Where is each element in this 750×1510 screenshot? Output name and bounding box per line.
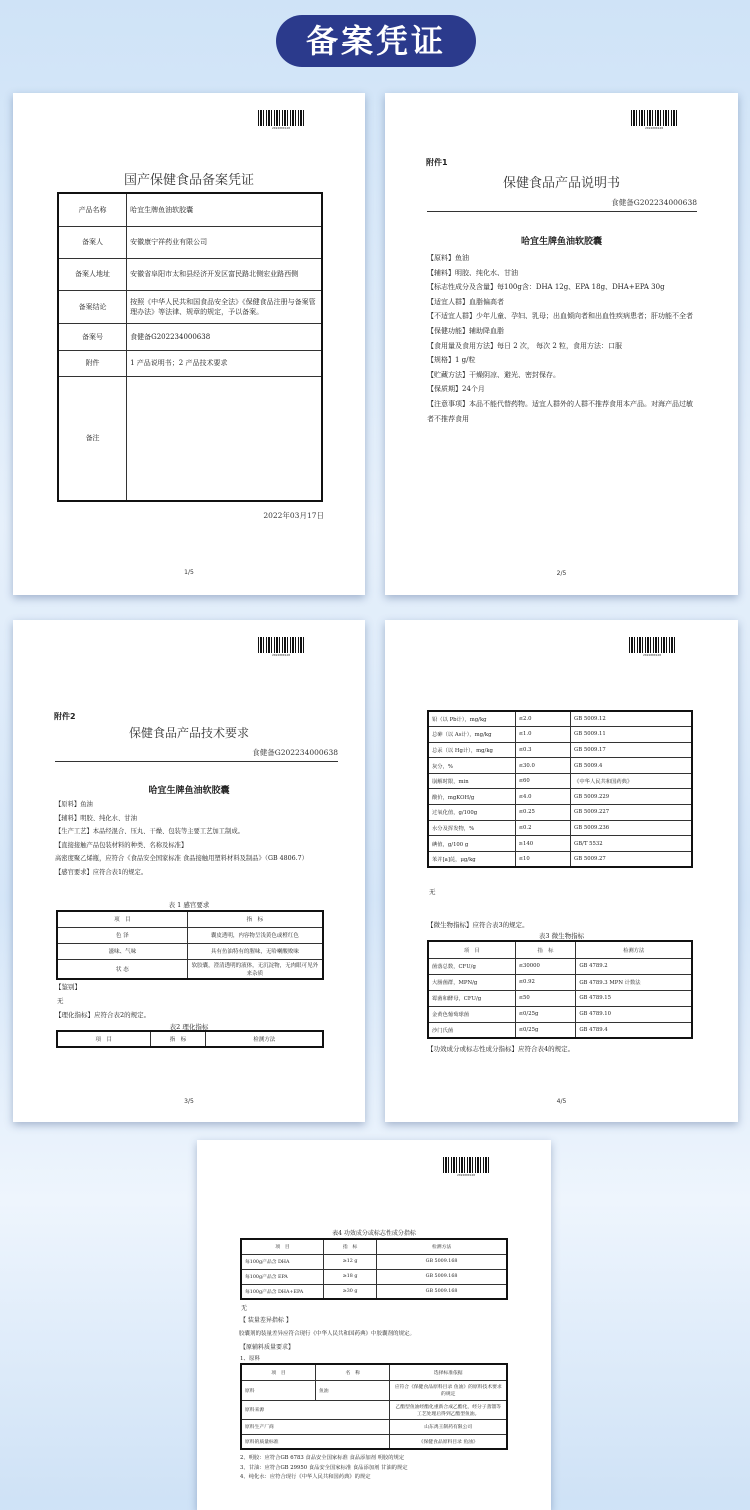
table-row <box>58 226 322 258</box>
page-number: 4/5 <box>556 1098 567 1105</box>
list-item: 4、纯化水：应符合现行《中华人民共和国药典》的规定 <box>240 1474 371 1480</box>
tech-req-items <box>55 798 337 879</box>
document-page-4 <box>385 620 738 1122</box>
none-text: 无 <box>429 888 436 896</box>
table-cell: GB 4789.15 <box>576 990 692 1006</box>
table-cell: GB 5009.17 <box>571 742 692 758</box>
attachment-label: 附件1 <box>426 158 448 167</box>
barcode: 2022000128 <box>629 637 675 659</box>
table-cell: 安徽康宁祥药业有限公司 <box>127 226 322 258</box>
table-row <box>428 711 692 727</box>
table-cell: 每100g产品含 EPA <box>241 1269 323 1284</box>
attachment-label: 附件2 <box>54 712 76 721</box>
table-cell: 软胶囊，澄清透明的液体，无沉淀物，无肉眼可见外来杂质 <box>187 959 323 979</box>
table-cell: 原料 <box>241 1380 315 1400</box>
list-item: 【原料】鱼油 <box>427 254 469 262</box>
barcode: 2022000128 <box>258 637 304 659</box>
manual-title: 保健食品产品说明书 <box>502 176 620 191</box>
certificate-table <box>57 192 323 502</box>
table-cell: 项 目 <box>241 1239 323 1254</box>
table-row <box>428 836 692 852</box>
table-cell: 囊皮透明，内容物呈浅黄色或橙红色 <box>187 927 323 943</box>
table-row <box>428 805 692 821</box>
document-page-3 <box>13 620 365 1122</box>
table-cell: 《中华人民共和国药典》 <box>571 773 692 789</box>
table-cell: 金黄色葡萄球菌 <box>428 1006 515 1022</box>
table-cell: GB 5009.168 <box>377 1269 507 1284</box>
table-cell: 霉菌和酵母，CFU/g <box>428 990 515 1006</box>
page-number: 1/5 <box>184 569 194 576</box>
table-row <box>428 1006 692 1022</box>
table-cell: GB 5009.12 <box>571 711 692 727</box>
registration-number: 食健备G202234000638 <box>611 198 697 207</box>
table-cell: 指 标 <box>323 1239 376 1254</box>
table-caption: 表4 功效成分或标志性成分指标 <box>332 1230 416 1237</box>
table-cell: 每100g产品含 DHA <box>241 1254 323 1269</box>
table-cell: 项 目 <box>241 1364 315 1380</box>
table-cell: 具有鱼油特有的腥味，无哈喇酸败味 <box>187 943 323 959</box>
table-cell: ≥30 g <box>323 1284 376 1299</box>
table-row <box>58 193 322 226</box>
table-row <box>428 941 692 958</box>
table-cell: GB 4789.3 MPN 计数法 <box>576 974 692 990</box>
table-cell: 1 产品说明书；2 产品技术要求 <box>127 350 322 376</box>
table-row <box>57 943 323 959</box>
list-item: 【原料】鱼油 <box>55 801 93 808</box>
manual-items <box>427 251 699 426</box>
list-item: 【不适宜人群】少年儿童、孕妇、乳母；出血倾向者和出血性疾病患者；肝功能不全者 <box>427 312 693 321</box>
body-text: 胶囊剂的装量差异应符合现行《中华人民共和国药典》中胶囊剂的规定。 <box>239 1331 416 1337</box>
table-cell: 碘值，g/100 g <box>428 836 515 852</box>
table-cell: ≤0.2 <box>515 820 570 836</box>
table-row <box>58 376 322 501</box>
section-heading: 【鉴别】 <box>55 983 81 991</box>
table-cell: 检测方法 <box>576 941 692 958</box>
barcode: 2022000128 <box>631 110 677 132</box>
list-item: 【标志性成分及含量】每100g含：DHA 12g、EPA 18g、DHA+EPA 30g <box>427 283 665 292</box>
functional-table <box>240 1238 508 1300</box>
table-cell: ≥140 <box>515 836 570 852</box>
table-caption: 表2 理化指标 <box>169 1023 209 1031</box>
table-cell: 备案人 <box>58 226 127 258</box>
table-cell: 山东禹王制药有限公司 <box>390 1419 507 1434</box>
table-cell: 苯并[a]芘，μg/kg <box>428 851 515 867</box>
table-cell: ≤30000 <box>515 958 576 974</box>
list-item: 【辅料】明胶、纯化水、甘油 <box>55 814 137 822</box>
section-heading: 【原辅料质量要求】 <box>240 1344 295 1351</box>
table-cell: ≤0.92 <box>515 974 576 990</box>
table-cell: 总汞（以 Hg计），mg/kg <box>428 742 515 758</box>
table-cell: 菌落总数，CFU/g <box>428 958 515 974</box>
table-row <box>241 1380 507 1400</box>
table-cell: ≤50 <box>515 990 576 1006</box>
divider <box>427 211 697 212</box>
page-header-title: 备案凭证 <box>276 15 476 67</box>
list-item: 【直接接触产品包装材料的种类、名称及标准】 <box>55 841 188 849</box>
table-cell: 过氧化值，g/100g <box>428 805 515 821</box>
list-item: 【辅料】明胶、纯化水、甘油 <box>427 268 518 277</box>
list-item: 【注意事项】本品不能代替药物。适宜人群外的人群不推荐食用本产品。对海产品过敏者不推荐食用 <box>427 399 693 423</box>
none-text: 无 <box>241 1305 248 1312</box>
table-cell: 状 态 <box>57 959 187 979</box>
table-row <box>428 789 692 805</box>
list-item: 3、甘油：应符合GB 29950 食品安全国家标准 食品添加剂 甘油的规定 <box>240 1464 408 1471</box>
table-cell: GB 5009.168 <box>377 1284 507 1299</box>
registration-number: 食健备G202234000638 <box>252 748 338 757</box>
table-cell: GB 5009.27 <box>571 851 692 867</box>
table-row <box>241 1434 507 1449</box>
table-cell: 哈宜生牌鱼油软胶囊 <box>127 193 322 226</box>
table-cell: 食健备G202234000638 <box>127 323 322 350</box>
table-row <box>57 911 323 927</box>
page-number: 3/5 <box>184 1098 194 1105</box>
divider <box>55 761 338 762</box>
table-cell: 原料生产厂商 <box>241 1419 390 1434</box>
table-row <box>241 1364 507 1380</box>
table-cell: 每100g产品含 DHA+EPA <box>241 1284 323 1299</box>
page-number: 2/5 <box>556 570 567 577</box>
table-cell: 产品名称 <box>58 193 127 226</box>
list-item: 【规格】1 g/粒 <box>427 356 476 365</box>
table-cell: 备案人地址 <box>58 258 127 290</box>
table-cell: 附件 <box>58 350 127 376</box>
table-cell: 指 标 <box>515 941 576 958</box>
table-cell: ≤0.3 <box>515 742 570 758</box>
table-cell: 色 泽 <box>57 927 187 943</box>
table-cell: GB 5009.236 <box>571 820 692 836</box>
table-cell: GB 5009.4 <box>571 758 692 774</box>
table-cell: ≤1.0 <box>515 727 570 743</box>
table-cell: 备案结论 <box>58 290 127 323</box>
table-row <box>241 1254 507 1269</box>
table-cell: 选择标准依据 <box>390 1364 507 1380</box>
table-cell: ≤10 <box>515 851 570 867</box>
table-row <box>428 974 692 990</box>
material-notes <box>240 1454 408 1483</box>
table-row <box>428 1022 692 1038</box>
table-row <box>428 851 692 867</box>
table-cell: 铅（以 Pb计），mg/kg <box>428 711 515 727</box>
document-page-5 <box>197 1140 551 1510</box>
table-cell: 酸价，mgKOH/g <box>428 789 515 805</box>
table-row <box>241 1400 507 1419</box>
table-cell: ≥18 g <box>323 1269 376 1284</box>
section-heading: 【微生物指标】应符合表3的规定。 <box>427 921 529 929</box>
table-row <box>57 959 323 979</box>
list-item: 【食用量及食用方法】每日 2 次， 每次 2 粒，食用方法：口服 <box>427 341 623 350</box>
table-row <box>428 773 692 789</box>
table-cell: 项 目 <box>57 911 187 927</box>
none-text: 无 <box>57 997 64 1005</box>
table-cell: 滋味、气味 <box>57 943 187 959</box>
table-cell: GB 4789.10 <box>576 1006 692 1022</box>
list-item: 【适宜人群】血脂偏高者 <box>427 297 504 306</box>
table-row <box>241 1284 507 1299</box>
table-cell: 大肠菌群，MPN/g <box>428 974 515 990</box>
list-item: 高密度聚乙烯瓶，应符合《食品安全国家标准 食品接触用塑料材料及制品》（GB 4806.7） <box>55 855 308 862</box>
list-item: 【贮藏方法】干燥阴凉、避光、密封保存。 <box>427 370 560 379</box>
table-cell: 原料的质量标准 <box>241 1434 390 1449</box>
table-cell: GB 4789.2 <box>576 958 692 974</box>
table-row <box>428 820 692 836</box>
table-row <box>428 758 692 774</box>
list-item: 【保质期】24个月 <box>427 385 485 394</box>
table-cell: ≤30.0 <box>515 758 570 774</box>
table-cell: 沙门氏菌 <box>428 1022 515 1038</box>
table-row <box>58 350 322 376</box>
table-row <box>428 990 692 1006</box>
subheading: 1、原料 <box>240 1356 260 1362</box>
table-cell: GB 5009.227 <box>571 805 692 821</box>
table-cell: 备注 <box>58 376 127 501</box>
physchem-table <box>427 710 693 868</box>
table-cell: 项 目 <box>428 941 515 958</box>
table-cell: 名 称 <box>315 1364 389 1380</box>
table-row <box>241 1419 507 1434</box>
sensory-table <box>56 910 324 980</box>
raw-material-table <box>240 1363 508 1450</box>
physchem-table-header: 项 目 指 标 检测方法 <box>56 1030 324 1048</box>
barcode: 2022000128 <box>258 110 304 132</box>
microbial-table <box>427 940 693 1039</box>
document-page-2 <box>385 93 738 595</box>
table-row <box>58 290 322 323</box>
list-item: 【感官要求】应符合表1的规定。 <box>55 868 148 876</box>
table-cell <box>127 376 322 501</box>
table-cell: ≤0.25 <box>515 805 570 821</box>
table-cell: 灰分，% <box>428 758 515 774</box>
table-row <box>57 927 323 943</box>
table-cell: 应符合《保健食品原料目录 鱼油》的原料技术要求的规定 <box>390 1380 507 1400</box>
table-cell: 指 标 <box>187 911 323 927</box>
table-cell: GB 5009.11 <box>571 727 692 743</box>
table-cell: 《保健食品原料目录 鱼油》 <box>390 1434 507 1449</box>
list-item: 【生产工艺】本品经混合、压丸、干燥、包装等主要工艺加工制成。 <box>55 828 244 835</box>
table-cell: GB 5009.168 <box>377 1254 507 1269</box>
table-row <box>428 727 692 743</box>
table-cell: 按照《中华人民共和国食品安全法》《保健食品注册与备案管理办法》等法律、规章的规定，予以备案。 <box>127 290 322 323</box>
table-cell: ≤2.0 <box>515 711 570 727</box>
table-cell: ≤60 <box>515 773 570 789</box>
table-row <box>428 958 692 974</box>
table-cell: 原料来源 <box>241 1400 390 1419</box>
table-row <box>241 1239 507 1254</box>
product-name: 哈宜生牌鱼油软胶囊 <box>148 786 230 796</box>
table-cell: GB/T 5532 <box>571 836 692 852</box>
table-cell: GB 4789.4 <box>576 1022 692 1038</box>
table-cell: 总砷（以 As计），mg/kg <box>428 727 515 743</box>
section-heading: 【 装量差异指标 】 <box>240 1317 292 1324</box>
barcode: 2022000128 <box>443 1157 489 1179</box>
table-cell: 崩解时限，min <box>428 773 515 789</box>
table-row <box>428 742 692 758</box>
list-item: 【保健功能】辅助降血脂 <box>427 326 504 335</box>
table-cell: ≤4.0 <box>515 789 570 805</box>
table-cell: 检测方法 <box>377 1239 507 1254</box>
table-caption: 表 1 感官要求 <box>168 901 210 909</box>
table-cell: 水分及挥发物，% <box>428 820 515 836</box>
document-page-1 <box>13 93 365 595</box>
section-heading: 【理化指标】应符合表2的规定。 <box>55 1011 151 1019</box>
table-cell: 安徽省阜阳市太和县经济开发区富民路北侧宏业路西侧 <box>127 258 322 290</box>
table-cell: 鱼油 <box>315 1380 389 1400</box>
product-name: 哈宜生牌鱼油软胶囊 <box>520 237 602 247</box>
table-row <box>58 258 322 290</box>
table-row <box>58 323 322 350</box>
certificate-date: 2022年03月17日 <box>263 511 324 520</box>
table-cell: ≥12 g <box>323 1254 376 1269</box>
list-item: 2、明胶：应符合GB 6783 食品安全国家标准 食品添加剂 明胶的规定 <box>240 1455 405 1461</box>
certificate-title: 国产保健食品备案凭证 <box>123 173 254 188</box>
table-cell: ≤0/25g <box>515 1022 576 1038</box>
table-cell: 乙酯型鱼油经酯化重新合成乙酯化，经分子蒸馏等工艺处理后得到乙酯型鱼油。 <box>390 1400 507 1419</box>
section-heading: 【功效成分或标志性成分指标】应符合表4的规定。 <box>427 1045 575 1053</box>
table-cell: GB 5009.229 <box>571 789 692 805</box>
table-cell: ≤0/25g <box>515 1006 576 1022</box>
table-caption: 表3 微生物指标 <box>538 932 585 940</box>
table-cell: 备案号 <box>58 323 127 350</box>
tech-req-title: 保健食品产品技术要求 <box>128 726 249 740</box>
table-row <box>241 1269 507 1284</box>
